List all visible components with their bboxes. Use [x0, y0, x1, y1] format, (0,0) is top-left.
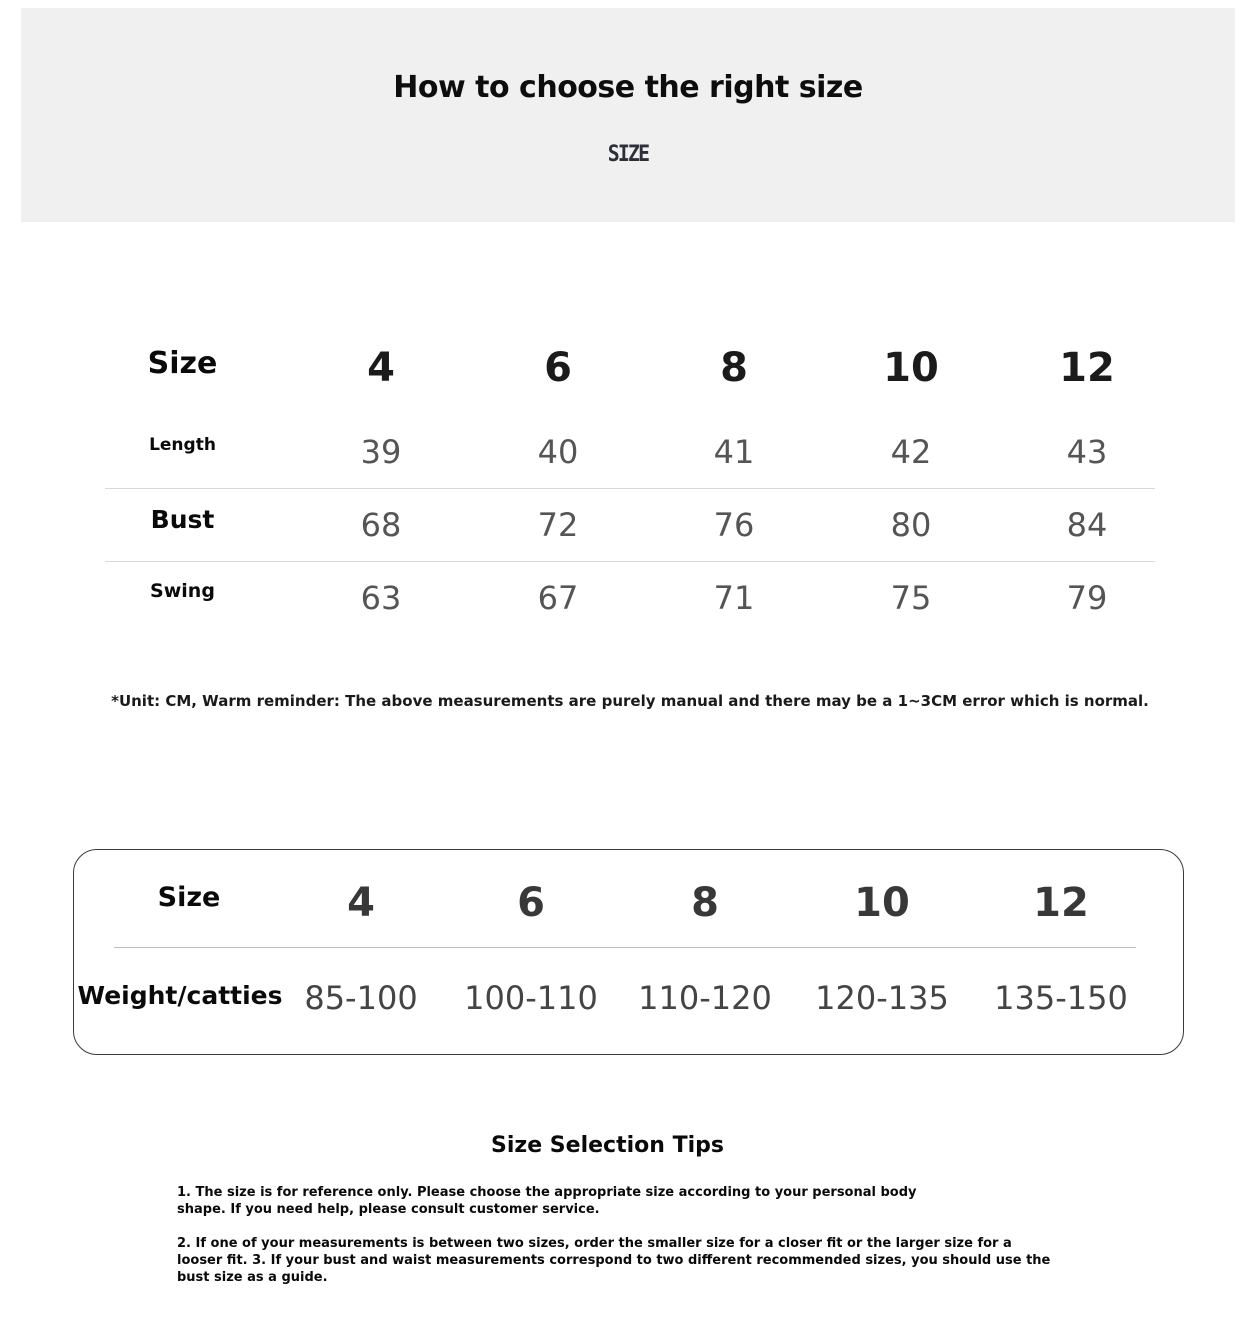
table-cell: 41 — [713, 433, 755, 471]
size-header-cell: 12 — [1059, 345, 1115, 391]
row-label-swing: Swing — [150, 580, 215, 602]
row-label-length: Length — [149, 435, 216, 455]
size-measurement-table — [105, 320, 1155, 634]
tip-item: 1. The size is for reference only. Please choose the appropriate size according to your personal body shape. If you need help, please consult customer service. — [177, 1185, 917, 1217]
tip-item: 2. If one of your measurements is between two sizes, order the smaller size for a closer fit or the larger size for a looser fit. 3. If your bust and waist measurements correspond to two different recommended sizes, you should use the bust size as a guide. — [177, 1236, 1051, 1285]
table-row-length — [105, 416, 1155, 488]
table-cell: 80 — [890, 506, 932, 544]
measurement-note: *Unit: CM, Warm reminder: The above measurements are purely manual and there may be a 1~3CM error which is normal. — [111, 692, 1149, 710]
weight-size-header-cell: 8 — [691, 880, 719, 926]
table-cell: 40 — [537, 433, 579, 471]
table-cell: 76 — [713, 506, 755, 544]
table-cell: 71 — [713, 579, 755, 617]
table-cell: 63 — [360, 579, 402, 617]
size-header-row — [105, 320, 1155, 416]
table-cell: 43 — [1066, 433, 1108, 471]
weight-size-header-label: Size — [157, 881, 221, 913]
weight-cell: 100-110 — [464, 979, 598, 1017]
row-label-bust: Bust — [150, 504, 215, 534]
weight-size-header-cell: 10 — [854, 880, 910, 926]
table-cell: 84 — [1066, 506, 1108, 544]
weight-cell: 120-135 — [815, 979, 949, 1017]
size-header-cell: 6 — [544, 345, 572, 391]
tips-title: Size Selection Tips — [491, 1133, 724, 1158]
table-row-swing — [105, 561, 1155, 634]
table-cell: 72 — [537, 506, 579, 544]
weight-cell: 85-100 — [304, 979, 418, 1017]
weight-row-label: Weight/catties — [77, 980, 283, 1010]
weight-cell: 110-120 — [638, 979, 772, 1017]
weight-size-header-cell: 4 — [347, 880, 375, 926]
page-title: How to choose the right size — [393, 70, 863, 105]
weight-table — [73, 849, 1184, 1055]
header-banner — [21, 8, 1235, 222]
table-cell: 42 — [890, 433, 932, 471]
weight-cell: 135-150 — [994, 979, 1128, 1017]
size-header-cell: 10 — [883, 345, 939, 391]
weight-table-divider — [114, 947, 1136, 948]
table-row-bust — [105, 488, 1155, 561]
weight-size-header-cell: 6 — [517, 880, 545, 926]
table-cell: 79 — [1066, 579, 1108, 617]
table-cell: 67 — [537, 579, 579, 617]
size-header-cell: 8 — [720, 345, 748, 391]
size-header-cell: 4 — [367, 345, 395, 391]
table-cell: 39 — [360, 433, 402, 471]
table-cell: 68 — [360, 506, 402, 544]
weight-size-header-cell: 12 — [1033, 880, 1089, 926]
table-cell: 75 — [890, 579, 932, 617]
size-header-label: Size — [147, 345, 218, 381]
page-subtitle: SIZE — [607, 142, 649, 167]
